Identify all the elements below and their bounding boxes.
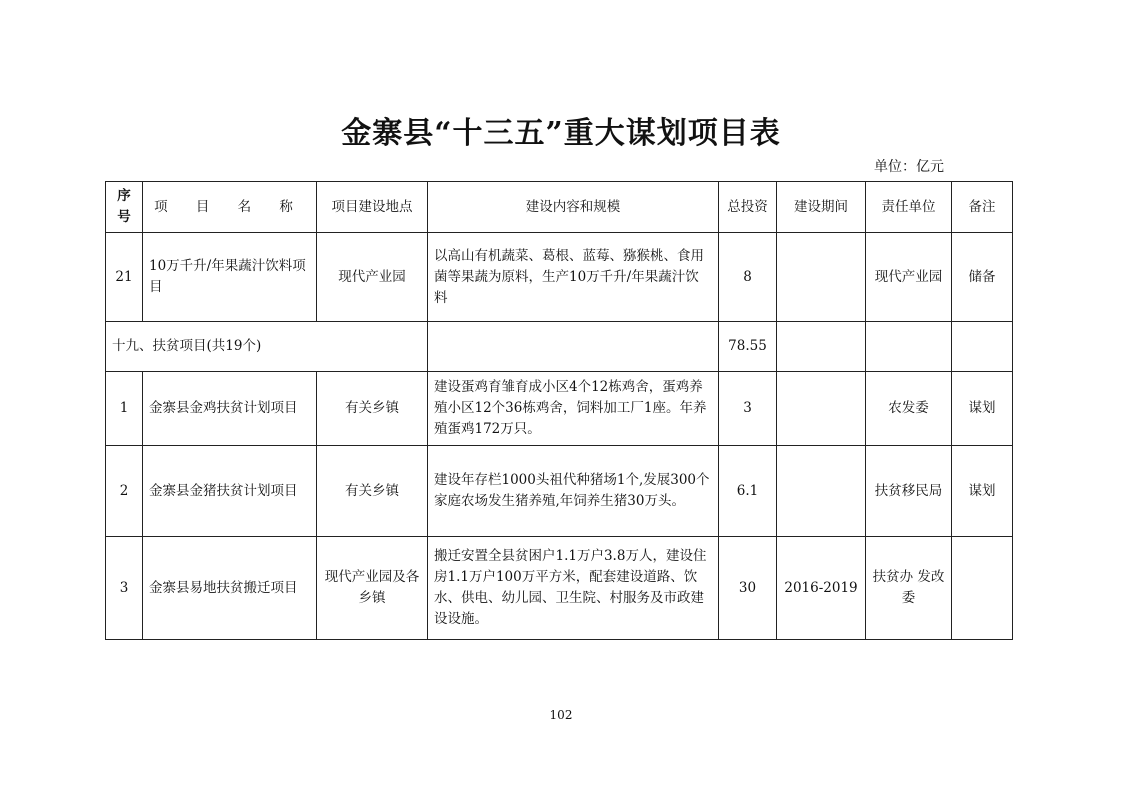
section-period xyxy=(777,322,866,372)
row-location: 现代产业园 xyxy=(317,233,428,322)
header-index: 序号 xyxy=(106,182,143,233)
row-remark: 谋划 xyxy=(952,446,1013,537)
section-remark xyxy=(952,322,1013,372)
row-period: 2016-2019 xyxy=(777,537,866,640)
row-name: 10万千升/年果蔬汁饮料项目 xyxy=(143,233,317,322)
section-investment: 78.55 xyxy=(719,322,777,372)
projects-table xyxy=(105,181,1013,640)
row-responsible: 扶贫移民局 xyxy=(866,446,952,537)
header-investment: 总投资 xyxy=(719,182,777,233)
row-location: 有关乡镇 xyxy=(317,446,428,537)
page-title: 金寨县“十三五”重大谋划项目表 xyxy=(341,116,781,151)
row-investment: 8 xyxy=(719,233,777,322)
row-location: 有关乡镇 xyxy=(317,372,428,446)
row-index: 21 xyxy=(106,233,143,322)
row-remark xyxy=(952,537,1013,640)
header-row xyxy=(106,182,1013,233)
table-row xyxy=(106,372,1013,446)
header-remark: 备注 xyxy=(952,182,1013,233)
header-responsible: 责任单位 xyxy=(866,182,952,233)
row-content: 搬迁安置全县贫困户1.1万户3.8万人，建设住房1.1万户100万平方米，配套建设道路、饮水、供电、幼儿园、卫生院、村服务及市政建设设施。 xyxy=(428,537,719,640)
row-name: 金寨县金鸡扶贫计划项目 xyxy=(143,372,317,446)
row-index: 2 xyxy=(106,446,143,537)
row-investment: 30 xyxy=(719,537,777,640)
row-period xyxy=(777,233,866,322)
header-content: 建设内容和规模 xyxy=(428,182,719,233)
row-content: 以高山有机蔬菜、葛根、蓝莓、猕猴桃、食用菌等果蔬为原料，生产10万千升/年果蔬汁饮料 xyxy=(428,233,719,322)
row-period xyxy=(777,372,866,446)
row-content: 建设年存栏1000头祖代种猪场1个,发展300个家庭农场发生猪养殖,年饲养生猪30万头。 xyxy=(428,446,719,537)
row-name: 金寨县易地扶贫搬迁项目 xyxy=(143,537,317,640)
row-responsible: 扶贫办 发改委 xyxy=(866,537,952,640)
table-row xyxy=(106,537,1013,640)
row-name: 金寨县金猪扶贫计划项目 xyxy=(143,446,317,537)
unit-label: 单位：亿元 xyxy=(874,159,944,175)
row-period xyxy=(777,446,866,537)
header-name: 项 目 名 称 xyxy=(143,182,317,233)
section-responsible xyxy=(866,322,952,372)
header-location: 项目建设地点 xyxy=(317,182,428,233)
row-remark: 谋划 xyxy=(952,372,1013,446)
table-row xyxy=(106,446,1013,537)
row-index: 3 xyxy=(106,537,143,640)
header-period: 建设期间 xyxy=(777,182,866,233)
row-responsible: 现代产业园 xyxy=(866,233,952,322)
row-remark: 储备 xyxy=(952,233,1013,322)
table-row xyxy=(106,233,1013,322)
section-row xyxy=(106,322,1013,372)
row-investment: 6.1 xyxy=(719,446,777,537)
section-label: 十九、扶贫项目(共19个) xyxy=(106,322,428,372)
row-responsible: 农发委 xyxy=(866,372,952,446)
page-number: 102 xyxy=(549,708,573,722)
section-content xyxy=(428,322,719,372)
row-location: 现代产业园及各乡镇 xyxy=(317,537,428,640)
row-content: 建设蛋鸡育雏育成小区4个12栋鸡舍，蛋鸡养殖小区12个36栋鸡舍，饲料加工厂1座。年养殖蛋鸡172万只。 xyxy=(428,372,719,446)
row-index: 1 xyxy=(106,372,143,446)
row-investment: 3 xyxy=(719,372,777,446)
